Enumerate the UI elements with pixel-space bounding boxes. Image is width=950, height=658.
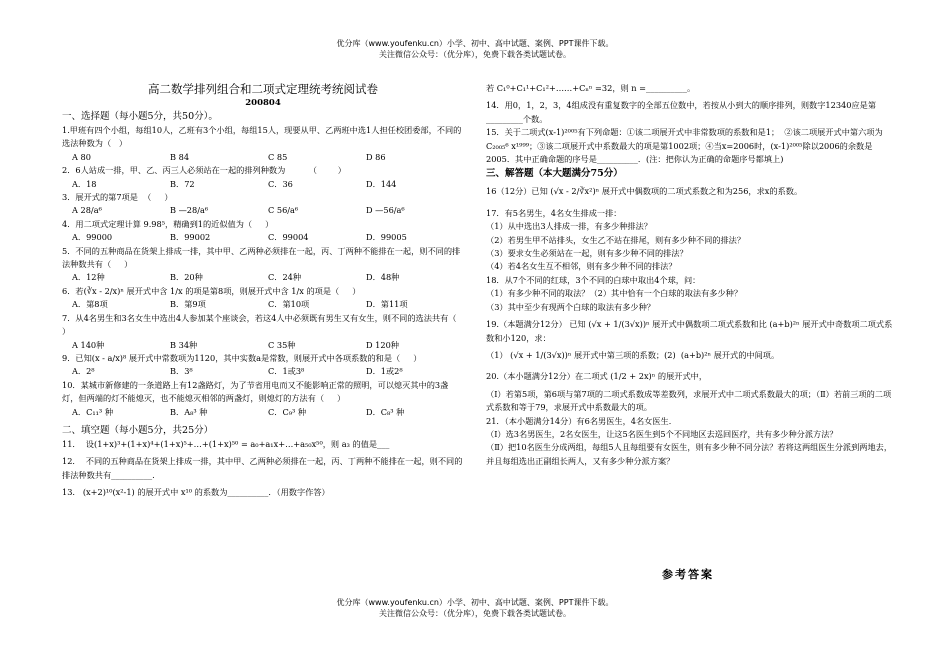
left-column	[62, 82, 470, 500]
option: D．99005	[366, 232, 407, 243]
option: C．1或3⁸	[268, 366, 305, 377]
question-21-item: （Ⅰ）选3名男医生，2名女医生，让这5名医生到5个不同地区去巡回医疗，共有多少种分派方法？	[486, 428, 838, 439]
option: A．第8项	[72, 299, 108, 310]
question-17: 17．有5名男生，4名女生排成一排：	[486, 207, 622, 218]
question-20-text: （Ⅰ）若第5项，第6项与第7项的二项式系数成等差数列，求展开式中二项式系数最大的项；（Ⅱ）若前三项的二项式系数和等于79，求展开式中系数最大的项。	[486, 388, 892, 413]
question-3-options	[62, 204, 464, 217]
option: C．99004	[268, 232, 309, 243]
section-choice-heading: 一、选择题（每小题5分，共50分）。	[62, 111, 218, 122]
exam-date: 200804	[245, 98, 281, 108]
exam-title: 高二数学排列组合和二项式定理统考统阅试卷	[148, 82, 378, 96]
question-12: 12． 不同的五种商品在货架上排成一排，其中甲、乙两种必须排在一起，丙、丁两种不能排在一起，则不同的排法种数共有__________.	[62, 456, 463, 480]
option: A 140种	[72, 339, 105, 350]
question-21: 21．（本小题满分14分）有6名男医生，4名女医生．	[486, 415, 677, 426]
option: A．C₁₁³ 种	[72, 406, 114, 417]
question-1-options	[62, 151, 464, 164]
question-21-item: （Ⅱ）把10名医生分成两组，每组5人且每组要有女医生，则有多少种不同分法？若将这两组医生分派到两地去，并且每组选出正副组长两人，又有多少种分派方案？	[486, 442, 893, 466]
footer-line-2: 关注微信公众号：（优分库），免费下载各类试题试卷。	[379, 609, 571, 618]
option: B 34种	[170, 339, 198, 350]
option: D 86	[366, 151, 386, 162]
option: A 28/a⁶	[72, 205, 102, 216]
question-11: 11． 设(1+x)³+(1+x)⁴+(1+x)⁵+…+(1+x)⁵⁰ = a₀+a₁x+…+a₅₀x⁵⁰，则 a₃ 的值是___	[62, 438, 390, 449]
option: C 56/a⁶	[268, 205, 299, 216]
question-14: 14．用0，1，2，3，4组成没有重复数字的全部五位数中，若按从小到大的顺序排列，则数字12340应是第_________个数。	[486, 100, 877, 124]
page-header	[0, 38, 950, 60]
option: D．第11项	[366, 299, 408, 310]
option: B —28/a⁶	[170, 205, 209, 216]
question-2: 2．6人站成一排，甲、乙、丙三人必须站在一起的排列种数为 （ ）	[62, 165, 346, 176]
question-19-item: （1） (√x + 1/(3√x))ⁿ 展开式中第三项的系数；(2) (a+b)²ⁿ 展开式的中间项。	[486, 349, 780, 360]
option: C 35种	[268, 339, 296, 350]
question-5-options	[62, 271, 464, 284]
option: B．3⁸	[170, 366, 193, 377]
option: C．36	[268, 178, 293, 189]
option: D．48种	[366, 272, 400, 283]
question-5: 5．不同的五种商品在货架上排成一排，其中甲、乙两种必须排在一起，丙、丁两种不能排在一起，则不同的排法种数共有（ ）	[62, 245, 461, 270]
header-line-1: 优分库（www.youfenku.cn）小学、初中、高中试题、案例、PPT课件下载。	[336, 39, 614, 48]
question-9-options	[62, 365, 464, 378]
question-4: 4．用二项式定理计算 9.98⁵，精确到1的近似值为（ ）	[62, 218, 274, 229]
option: A．2⁸	[72, 366, 95, 377]
section-fill-heading: 二、填空题（每小题5分，共25分）	[62, 424, 214, 436]
option: B．72	[170, 178, 195, 189]
option: A 80	[72, 151, 91, 162]
question-17-item: （1）从中选出3人排成一排，有多少种排法？	[486, 221, 652, 232]
option: D —56/a⁶	[366, 205, 405, 216]
question-binomial-sum: 若 C₁⁰+C₁¹+C₁²+……+Cₙⁿ =32，则 n =__________。	[486, 83, 696, 93]
question-7: 7．从4名男生和3名女生中选出4人参加某个座谈会，若这4人中必须既有男生又有女生，则不同的选法共有（ ）	[62, 312, 470, 337]
question-10-options	[62, 406, 464, 419]
section-solve-heading: 三、解答题（本大题满分75分）	[486, 168, 623, 180]
question-18-item: （3）其中至少有现两个白球的取法有多少种？	[486, 301, 655, 312]
footer-line-1: 优分库（www.youfenku.cn）小学、初中、高中试题、案例、PPT课件下载。	[336, 598, 614, 607]
option: B．第9项	[170, 299, 206, 310]
question-20: 20.（本小题满分12分）在二项式 (1/2 + 2x)ⁿ 的展开式中，	[486, 371, 708, 382]
option: C．第10项	[268, 299, 310, 310]
question-7-options	[62, 339, 464, 352]
question-10: 10．某城市新修建的一条道路上有12盏路灯，为了节省用电而又不能影响正常的照明，可以熄灭其中的3盏灯，但两端的灯不能熄灭，也不能熄灭相邻的两盏灯，则熄灯的方法有（ ）	[62, 379, 449, 404]
header-line-2: 关注微信公众号：（优分库），免费下载各类试题试卷。	[379, 50, 571, 59]
question-17-item: （4）若4名女生互不相邻，则有多少种不同的排法？	[486, 261, 677, 272]
option: C．24种	[268, 272, 302, 283]
question-2-options	[62, 178, 464, 191]
question-17-item: （3）要求女生必须站在一起，则有多少种不同的排法？	[486, 248, 688, 259]
option: B．20种	[170, 272, 203, 283]
question-4-options	[62, 231, 464, 244]
option: A．18	[72, 178, 97, 189]
answer-heading: 参考答案	[662, 568, 714, 581]
option: B．99002	[170, 232, 211, 243]
question-1: 1.甲班有四个小组，每组10人，乙班有3个小组，每组15人，现要从甲、乙两班中选1人担任校团委部，不同的选法种数为（ ）	[62, 125, 462, 149]
question-18: 18．从7个不同的红球，3个不同的白球中取出4个球，问：	[486, 274, 701, 285]
right-column	[486, 82, 896, 468]
question-6: 6．若(∛x - 2/x)ⁿ 展开式中含 1/x 的项是第8项，则展开式中含 1/x 的项是（ ）	[62, 285, 361, 296]
option: A．99000	[72, 232, 113, 243]
option: D．144	[366, 178, 397, 189]
option: D．C₈³ 种	[366, 406, 405, 417]
question-13: 13. (x+2)¹⁰(x²-1) 的展开式中 x¹⁰ 的系数为__________．（用数字作答）	[62, 487, 330, 498]
question-16: 16（12分）已知 (√x - 2/∛x²)ⁿ 展开式中偶数项的二项式系数之和为256，求x的系数。	[486, 186, 803, 197]
question-18-item: （1）有多少种不同的取法？（2）其中恰有一个白球的取法有多少种？	[486, 288, 743, 299]
question-15: 15．关于二项式(x-1)²⁰⁰⁵有下列命题：①该二项展开式中非常数项的系数和是1； ②该二项展开式中第六项为C₂₀₀₅⁶ x¹⁹⁹⁹；③该二项展开式中系数最大的项是第1002项；④当x=2006时，(x-1)²⁰⁰⁵除以2006的余数是2005．其中正确命题的序号是__________．(注：把你认为正确的命题序号都填上)	[486, 127, 883, 165]
option: C 85	[268, 151, 288, 162]
option: B．A₈³ 种	[170, 406, 208, 417]
option: D 120种	[366, 339, 399, 350]
page-footer	[0, 597, 950, 619]
question-19: 19.（本题满分12分） 已知 (√x + 1/(3√x))ⁿ 展开式中偶数项二项式系数和比 (a+b)²ⁿ 展开式中奇数项二项式系数和小120，求：	[486, 319, 893, 343]
option: A．12种	[72, 272, 105, 283]
question-3: 3．展开式的第7项是 （ ）	[62, 192, 173, 203]
question-17-item: （2）若男生甲不站排头，女生乙不站在排尾，则有多少种不同的排法？	[486, 234, 746, 245]
question-9: 9．已知(x - a/x)⁸ 展开式中常数项为1120，其中实数a是常数，则展开式中各项系数的和是（ ）	[62, 352, 422, 363]
question-6-options	[62, 298, 464, 311]
option: B 84	[170, 151, 190, 162]
option: D．1或2⁸	[366, 366, 403, 377]
option: C．C₉³ 种	[268, 406, 307, 417]
